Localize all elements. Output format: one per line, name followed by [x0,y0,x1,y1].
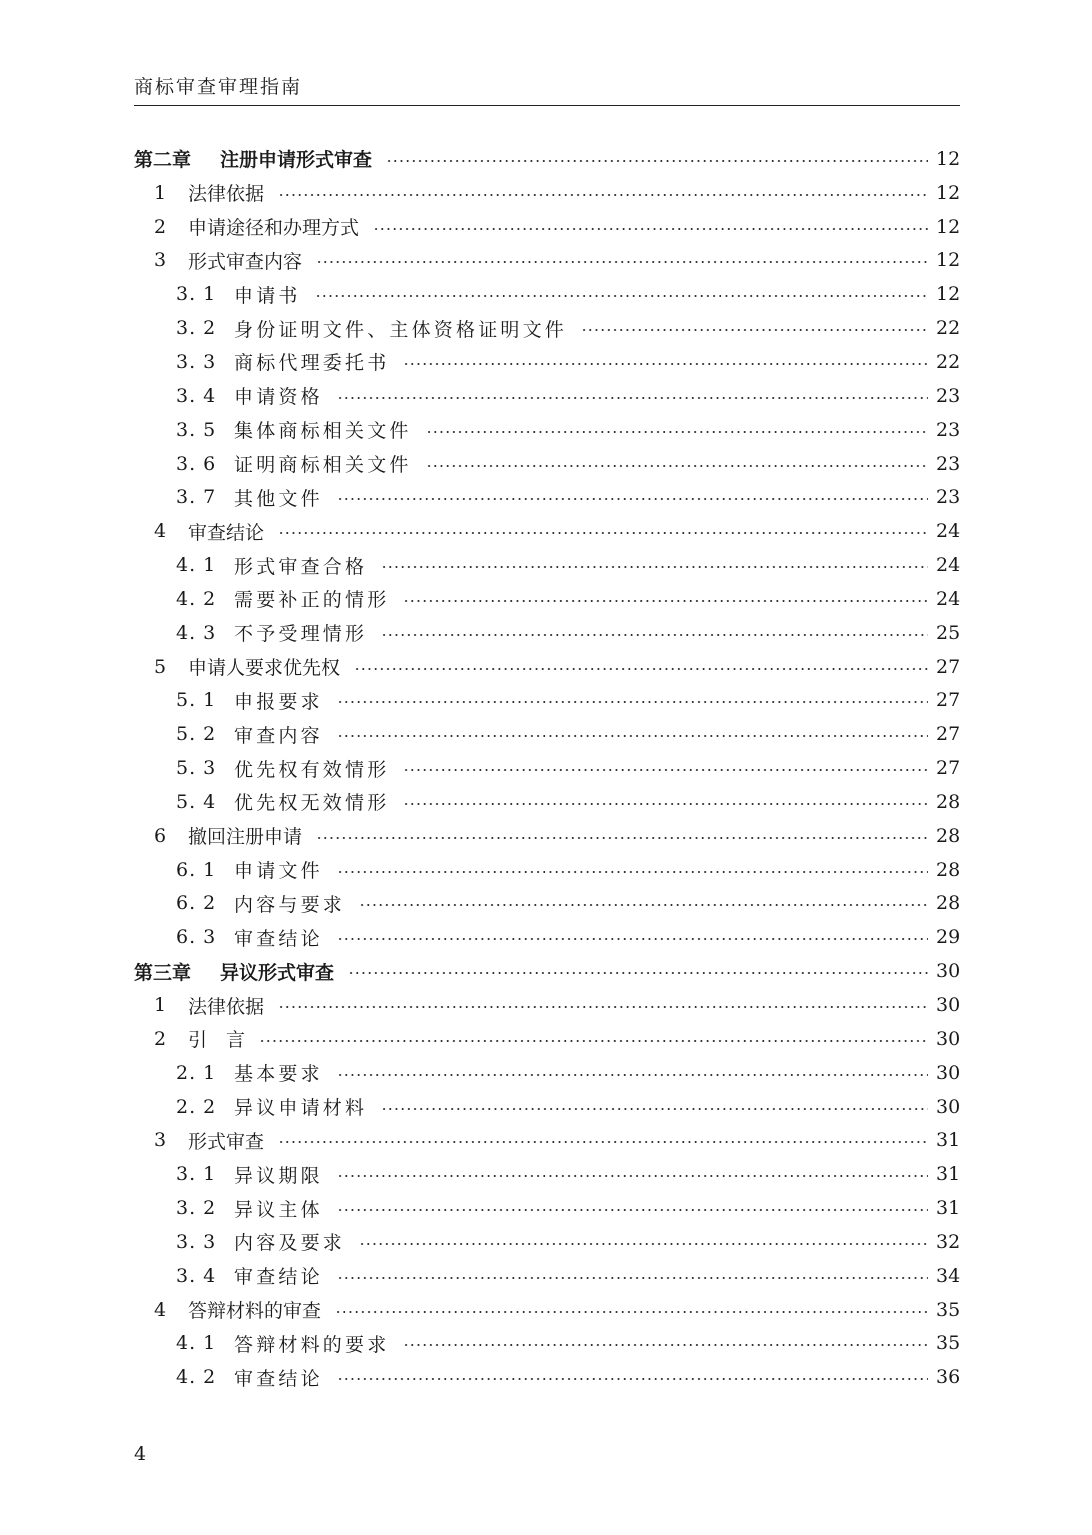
dot-leader [403,1344,928,1346]
toc-entry-title: 内容与要求 [234,893,346,916]
toc-entry-page-number: 30 [936,1027,961,1050]
toc-entry-page-number: 32 [936,1230,961,1253]
toc-entry-title: 优先权有效情形 [234,758,390,781]
toc-entry-page-number: 23 [936,384,961,407]
dot-leader [335,1311,928,1313]
dot-leader [359,1243,928,1245]
toc-entry-title: 审查结论 [234,1266,323,1289]
toc-entry-page-number: 25 [936,621,961,644]
toc-subsection-entry [134,1360,960,1394]
dot-leader [278,194,928,196]
toc-entry-number: 第三章 [134,961,192,984]
toc-entry-page-number: 29 [936,926,961,949]
toc-subsection-entry [134,277,960,311]
toc-subsection-entry [134,480,960,514]
toc-entry-page-number: 35 [936,1332,961,1355]
page-number: 4 [134,1443,147,1465]
toc-entry-title: 异议期限 [234,1164,323,1187]
toc-entry-number: 4 [154,520,167,543]
toc-entry-page-number: 23 [936,452,961,475]
toc-entry-title: 审查结论 [234,1367,323,1390]
dot-leader [337,1175,928,1177]
toc-entry-title: 申请资格 [234,386,323,409]
toc-entry-title: 形式审查 [188,1130,265,1153]
toc-entry-title: 形式审查内容 [188,250,303,273]
toc-entry-title: 异议申请材料 [234,1097,368,1120]
toc-entry-number: 4. 1 [176,554,217,577]
toc-entry-number: 3. 4 [176,384,217,407]
toc-entry-number: 5. 2 [176,723,217,746]
toc-entry-title: 内容及要求 [234,1232,346,1255]
toc-entry-title: 法律依据 [188,995,265,1018]
toc-entry-title: 引 言 [188,1029,246,1052]
dot-leader [337,1209,928,1211]
toc-entry-title: 申请书 [234,284,301,307]
dot-leader [337,938,928,940]
toc-entry-page-number: 27 [936,757,961,780]
dot-leader [386,160,928,162]
dot-leader [316,261,928,263]
dot-leader [337,701,928,703]
toc-subsection-entry [134,1327,960,1361]
toc-entry-number: 2. 2 [176,1095,217,1118]
dot-leader [426,431,928,433]
toc-entry-number: 3. 5 [176,418,217,441]
toc-entry-number: 1 [154,994,167,1017]
toc-section-entry [134,244,960,278]
toc-chapter-entry [134,142,960,176]
dot-leader [373,228,928,230]
toc-entry-page-number: 28 [936,790,961,813]
toc-entry-number: 6 [154,824,167,847]
dot-leader [403,769,928,771]
toc-subsection-entry [134,684,960,718]
dot-leader [337,1378,928,1380]
toc-subsection-entry [134,379,960,413]
toc-entry-number: 3. 2 [176,1197,217,1220]
toc-entry-title: 申报要求 [234,690,323,713]
toc-entry-number: 2 [154,215,167,238]
toc-entry-title: 不予受理情形 [234,623,368,646]
dot-leader [381,566,928,568]
toc-entry-title: 审查结论 [188,521,265,544]
table-of-contents [134,142,960,1394]
header-rule [134,105,960,106]
toc-section-entry [134,988,960,1022]
toc-section-entry [134,1293,960,1327]
toc-entry-number: 3. 3 [176,1230,217,1253]
dot-leader [278,532,928,534]
dot-leader [348,972,928,974]
toc-entry-page-number: 12 [936,147,961,170]
toc-entry-page-number: 27 [936,655,961,678]
toc-entry-number: 4. 3 [176,621,217,644]
dot-leader [381,634,928,636]
toc-section-entry [134,819,960,853]
toc-entry-number: 6. 2 [176,892,217,915]
toc-entry-title: 异议主体 [234,1198,323,1221]
toc-entry-number: 3. 3 [176,350,217,373]
dot-leader [315,295,928,297]
toc-entry-title: 审查结论 [234,927,323,950]
toc-entry-page-number: 12 [936,215,961,238]
toc-entry-page-number: 31 [936,1163,961,1186]
toc-entry-page-number: 28 [936,824,961,847]
toc-entry-page-number: 31 [936,1197,961,1220]
toc-entry-title: 其他文件 [234,487,323,510]
toc-entry-number: 3. 7 [176,486,217,509]
toc-section-entry [134,176,960,210]
toc-entry-number: 3. 1 [176,283,217,306]
toc-entry-number: 3. 2 [176,317,217,340]
toc-entry-title: 商标代理委托书 [234,352,390,375]
dot-leader [337,871,928,873]
dot-leader [581,329,928,331]
toc-entry-title: 答辩材料的审查 [188,1300,322,1323]
toc-entry-title: 优先权无效情形 [234,792,390,815]
toc-entry-number: 3 [154,1129,167,1152]
dot-leader [278,1006,928,1008]
toc-entry-page-number: 30 [936,1061,961,1084]
toc-entry-page-number: 36 [936,1366,961,1389]
toc-entry-page-number: 23 [936,486,961,509]
toc-section-entry [134,1123,960,1157]
toc-entry-number: 5. 3 [176,757,217,780]
toc-subsection-entry [134,920,960,954]
toc-entry-number: 4 [154,1298,167,1321]
toc-entry-page-number: 24 [936,587,961,610]
toc-subsection-entry [134,582,960,616]
toc-entry-page-number: 31 [936,1129,961,1152]
toc-subsection-entry [134,1056,960,1090]
toc-entry-page-number: 24 [936,554,961,577]
dot-leader [381,1108,928,1110]
toc-entry-title: 答辩材料的要求 [234,1333,390,1356]
toc-subsection-entry [134,616,960,650]
toc-entry-page-number: 24 [936,520,961,543]
toc-subsection-entry [134,853,960,887]
dot-leader [359,904,928,906]
toc-subsection-entry [134,1191,960,1225]
toc-entry-number: 6. 3 [176,926,217,949]
toc-section-entry [134,210,960,244]
toc-entry-page-number: 22 [936,350,961,373]
toc-section-entry [134,514,960,548]
toc-entry-number: 3 [154,249,167,272]
toc-subsection-entry [134,1157,960,1191]
toc-entry-number: 2 [154,1027,167,1050]
toc-entry-title: 法律依据 [188,183,265,206]
toc-entry-number: 5. 1 [176,689,217,712]
toc-entry-page-number: 35 [936,1298,961,1321]
toc-entry-number: 3. 6 [176,452,217,475]
toc-entry-page-number: 22 [936,317,961,340]
toc-subsection-entry [134,751,960,785]
dot-leader [337,735,928,737]
toc-subsection-entry [134,1225,960,1259]
dot-leader [278,1141,928,1143]
toc-entry-title: 申请途径和办理方式 [188,217,360,240]
toc-subsection-entry [134,1259,960,1293]
toc-entry-page-number: 30 [936,1095,961,1118]
toc-entry-number: 3. 1 [176,1163,217,1186]
dot-leader [354,668,928,670]
toc-entry-title: 申请人要求优先权 [188,657,341,680]
toc-subsection-entry [134,548,960,582]
toc-entry-title: 撤回注册申请 [188,826,303,849]
toc-entry-title: 基本要求 [234,1063,323,1086]
toc-entry-page-number: 28 [936,892,961,915]
dot-leader [403,803,928,805]
toc-entry-number: 5. 4 [176,790,217,813]
toc-entry-page-number: 12 [936,283,961,306]
dot-leader [403,600,928,602]
dot-leader [337,1277,928,1279]
toc-section-entry [134,1022,960,1056]
dot-leader [316,837,928,839]
dot-leader [426,465,928,467]
toc-entry-page-number: 34 [936,1264,961,1287]
dot-leader [337,397,928,399]
dot-leader [403,363,928,365]
toc-subsection-entry [134,717,960,751]
toc-entry-page-number: 28 [936,858,961,881]
toc-entry-title: 注册申请形式审查 [220,149,373,172]
toc-entry-page-number: 12 [936,181,961,204]
toc-entry-page-number: 23 [936,418,961,441]
toc-entry-title: 申请文件 [234,860,323,883]
toc-entry-number: 1 [154,181,167,204]
dot-leader [337,498,928,500]
toc-chapter-entry [134,954,960,988]
toc-entry-page-number: 30 [936,960,961,983]
toc-entry-title: 形式审查合格 [234,555,368,578]
toc-entry-title: 证明商标相关文件 [234,454,412,477]
toc-subsection-entry [134,345,960,379]
toc-subsection-entry [134,1090,960,1124]
toc-entry-page-number: 12 [936,249,961,272]
toc-subsection-entry [134,413,960,447]
toc-entry-title: 审查内容 [234,724,323,747]
toc-subsection-entry [134,785,960,819]
toc-entry-page-number: 27 [936,723,961,746]
toc-entry-number: 3. 4 [176,1264,217,1287]
toc-entry-page-number: 30 [936,994,961,1017]
toc-subsection-entry [134,311,960,345]
toc-entry-number: 6. 1 [176,858,217,881]
running-header: 商标审查审理指南 [134,76,303,98]
toc-entry-number: 5 [154,655,167,678]
toc-entry-number: 4. 1 [176,1332,217,1355]
toc-subsection-entry [134,887,960,921]
toc-entry-title: 集体商标相关文件 [234,420,412,443]
dot-leader [337,1074,928,1076]
toc-entry-title: 异议形式审查 [220,961,335,984]
toc-entry-title: 需要补正的情形 [234,589,390,612]
toc-entry-number: 4. 2 [176,1366,217,1389]
toc-entry-title: 身份证明文件、主体资格证明文件 [234,318,568,341]
toc-entry-number: 2. 1 [176,1061,217,1084]
toc-entry-number: 第二章 [134,149,192,172]
toc-entry-number: 4. 2 [176,587,217,610]
toc-subsection-entry [134,447,960,481]
toc-section-entry [134,650,960,684]
toc-entry-page-number: 27 [936,689,961,712]
dot-leader [259,1040,928,1042]
